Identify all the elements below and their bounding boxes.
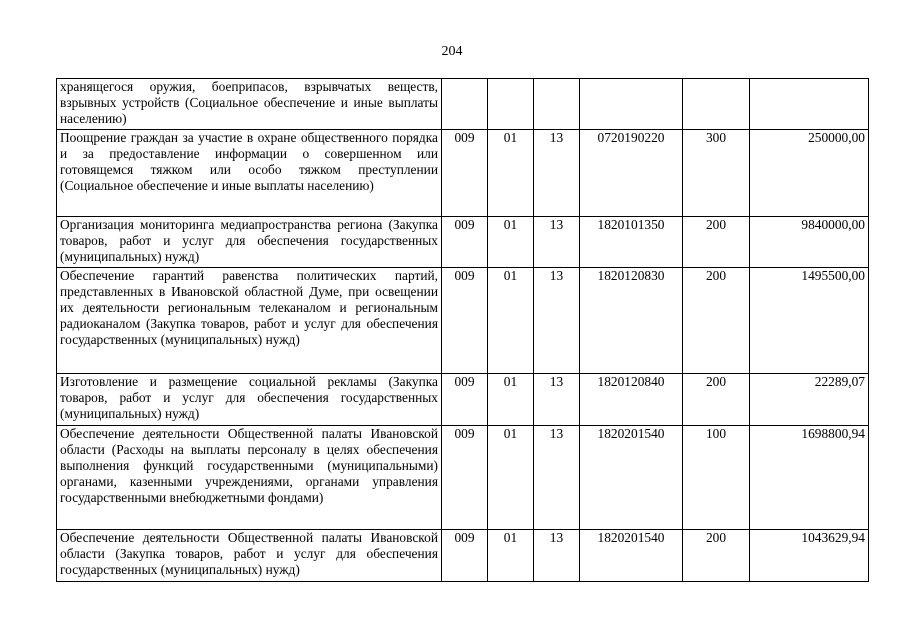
expense-type-code: 200	[683, 374, 750, 426]
subsection-code: 13	[534, 426, 580, 530]
subsection-code: 13	[534, 268, 580, 374]
section-code: 01	[488, 426, 534, 530]
target-article-code: 1820201540	[580, 530, 683, 582]
expense-type-code: 100	[683, 426, 750, 530]
table-row	[57, 530, 869, 582]
amount-value: 22289,07	[750, 374, 869, 426]
expense-type-code: 200	[683, 217, 750, 268]
subsection-code: 13	[534, 130, 580, 217]
subsection-code: 13	[534, 530, 580, 582]
amount-value: 1698800,94	[750, 426, 869, 530]
section-code: 01	[488, 374, 534, 426]
target-article-code: 1820120830	[580, 268, 683, 374]
expense-type-code	[683, 79, 750, 130]
section-code: 01	[488, 217, 534, 268]
target-article-code	[580, 79, 683, 130]
section-code: 01	[488, 268, 534, 374]
table-row	[57, 374, 869, 426]
subsection-code: 13	[534, 374, 580, 426]
amount-value: 250000,00	[750, 130, 869, 217]
amount-value: 1043629,94	[750, 530, 869, 582]
ministry-code	[442, 79, 488, 130]
expense-type-code: 200	[683, 268, 750, 374]
row-description: Обеспечение деятельности Общественной палаты Ивановской области (Расходы на выплаты персоналу в целях обеспечения выполнения функций государственными (муниципальными) органами, казенными учреждениями, органами управления государственными внебюджетными фондами)	[57, 426, 442, 530]
target-article-code: 0720190220	[580, 130, 683, 217]
row-description: Изготовление и размещение социальной рекламы (Закупка товаров, работ и услуг для обеспечения государственных (муниципальных) нужд)	[57, 374, 442, 426]
row-description: Поощрение граждан за участие в охране общественного порядка и за предоставление информации о совершенном или готовящемся тяжком или особо тяжком преступлении (Социальное обеспечение и иные выплаты населению)	[57, 130, 442, 217]
table-row	[57, 79, 869, 130]
ministry-code: 009	[442, 217, 488, 268]
table-row	[57, 426, 869, 530]
target-article-code: 1820201540	[580, 426, 683, 530]
section-code	[488, 79, 534, 130]
subsection-code	[534, 79, 580, 130]
page-number: 204	[441, 44, 463, 59]
expense-type-code: 300	[683, 130, 750, 217]
row-description: Обеспечение гарантий равенства политических партий, представленных в Ивановской областной Думе, при освещении их деятельности региональным телеканалом и региональным радиоканалом (Закупка товаров, работ и услуг для обеспечения государственных (муниципальных) нужд)	[57, 268, 442, 374]
ministry-code: 009	[442, 426, 488, 530]
budget-table-body	[57, 79, 869, 582]
table-row	[57, 268, 869, 374]
row-description: хранящегося оружия, боеприпасов, взрывчатых веществ, взрывных устройств (Социальное обеспечение и иные выплаты населению)	[57, 79, 442, 130]
row-description: Обеспечение деятельности Общественной палаты Ивановской области (Закупка товаров, работ и услуг для обеспечения государственных (муниципальных) нужд)	[57, 530, 442, 582]
amount-value	[750, 79, 869, 130]
expense-type-code: 200	[683, 530, 750, 582]
amount-value: 9840000,00	[750, 217, 869, 268]
amount-value: 1495500,00	[750, 268, 869, 374]
target-article-code: 1820120840	[580, 374, 683, 426]
row-description: Организация мониторинга медиапространства региона (Закупка товаров, работ и услуг для обеспечения государственных (муниципальных) нужд)	[57, 217, 442, 268]
target-article-code: 1820101350	[580, 217, 683, 268]
subsection-code: 13	[534, 217, 580, 268]
section-code: 01	[488, 530, 534, 582]
table-row	[57, 130, 869, 217]
ministry-code: 009	[442, 268, 488, 374]
ministry-code: 009	[442, 530, 488, 582]
ministry-code: 009	[442, 130, 488, 217]
ministry-code: 009	[442, 374, 488, 426]
table-row	[57, 217, 869, 268]
budget-table	[56, 78, 869, 582]
section-code: 01	[488, 130, 534, 217]
